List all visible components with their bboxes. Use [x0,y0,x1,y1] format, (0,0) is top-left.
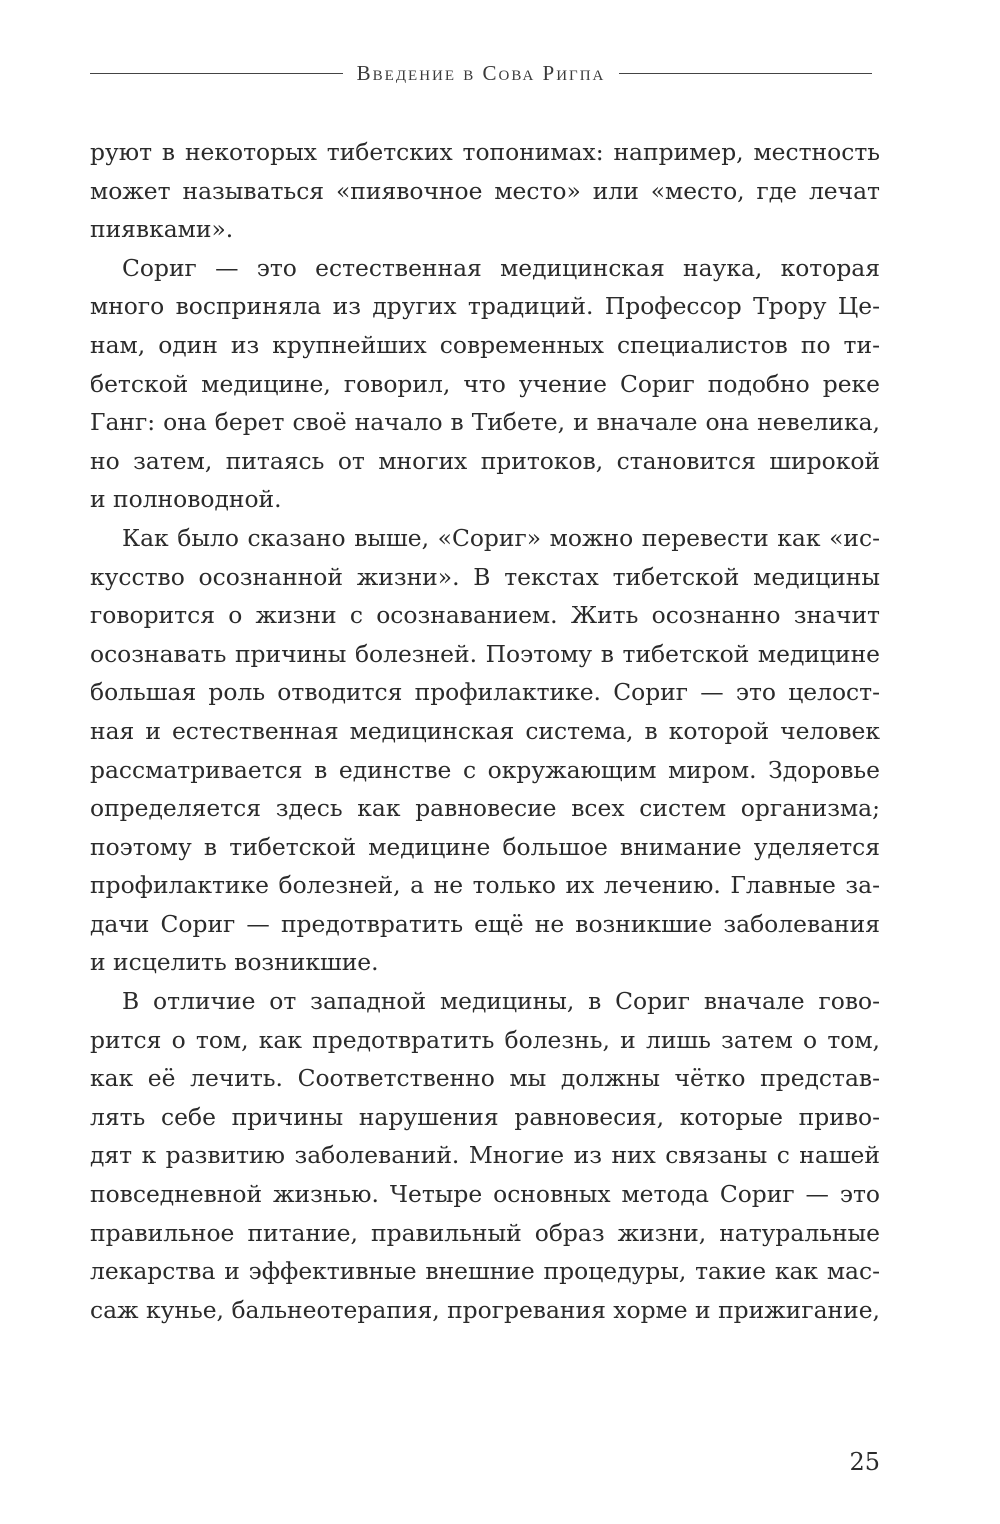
text-line: и исцелить возникшие. [90,948,379,977]
running-title: Введение в Сова Ригпа [356,60,606,85]
text-line: саж кунье, бальнеотерапия, прогревания хорме и прижигание, [90,1295,880,1324]
header-rule-right [619,73,872,74]
text-line: руют в некоторых тибетских топонимах: например, местность [90,138,880,166]
text-line: нам, один из крупнейших современных специалистов по ти- [90,330,880,359]
paragraph-1 [90,133,880,249]
text-line: определяется здесь как равновесие всех систем организма; [90,794,880,823]
text-line: и полноводной. [90,485,282,514]
text-line: дят к развитию заболеваний. Многие из них связаны с нашей [90,1141,880,1170]
text-line: как её лечить. Соответственно мы должны чётко представ- [90,1064,880,1093]
text-line: осознавать причины болезней. Поэтому в тибетской медицине [90,639,880,668]
text-line: повседневной жизнью. Четыре основных метода Сориг — это [90,1180,880,1209]
page-number: 25 [849,1448,880,1476]
text-line: бетской медицине, говорил, что учение Сориг подобно реке [90,369,880,398]
text-line: дачи Сориг — предотвратить ещё не возникшие заболевания [90,909,880,938]
paragraph-3 [90,519,880,982]
paragraph-4 [90,982,880,1329]
text-line: говорится о жизни с осознаванием. Жить осознанно значит [90,601,880,630]
paragraph-2 [90,249,880,519]
text-line: Ганг: она берет своё начало в Тибете, и вначале она невелика, [90,408,880,437]
body-text [90,133,880,1329]
text-line: Как было сказано выше, «Сориг» можно перевести как «ис- [122,523,880,552]
text-line: профилактике болезней, а не только их лечению. Главные за- [90,871,880,900]
text-line: В отличие от западной медицины, в Сориг вначале гово- [122,987,880,1016]
text-line: рассматривается в единстве с окружающим миром. Здоровье [90,755,880,784]
header-rule-left [90,73,343,74]
text-line: лекарства и эффективные внешние процедуры, такие как мас- [90,1257,880,1286]
text-line: много восприняла из других традиций. Профессор Трору Це- [90,292,880,321]
running-header [90,58,872,88]
text-line: ная и естественная медицинская система, в которой человек [90,716,880,745]
text-line: пиявками». [90,215,234,244]
text-line: правильное питание, правильный образ жизни, натуральные [90,1218,880,1247]
text-line: Сориг — это естественная медицинская наука, которая [122,253,880,282]
text-line: кусство осознанной жизни». В текстах тибетской медицины [90,562,880,591]
text-line: большая роль отводится профилактике. Сориг — это целост- [90,678,880,707]
text-line: рится о том, как предотвратить болезнь, и лишь затем о том, [90,1025,880,1054]
text-line: но затем, питаясь от многих притоков, становится широкой [90,446,880,475]
text-line: может называться «пиявочное место» или «место, где лечат [90,176,880,205]
text-line: поэтому в тибетской медицине большое внимание уделяется [90,832,880,861]
text-line: лять себе причины нарушения равновесия, которые приво- [90,1102,880,1131]
